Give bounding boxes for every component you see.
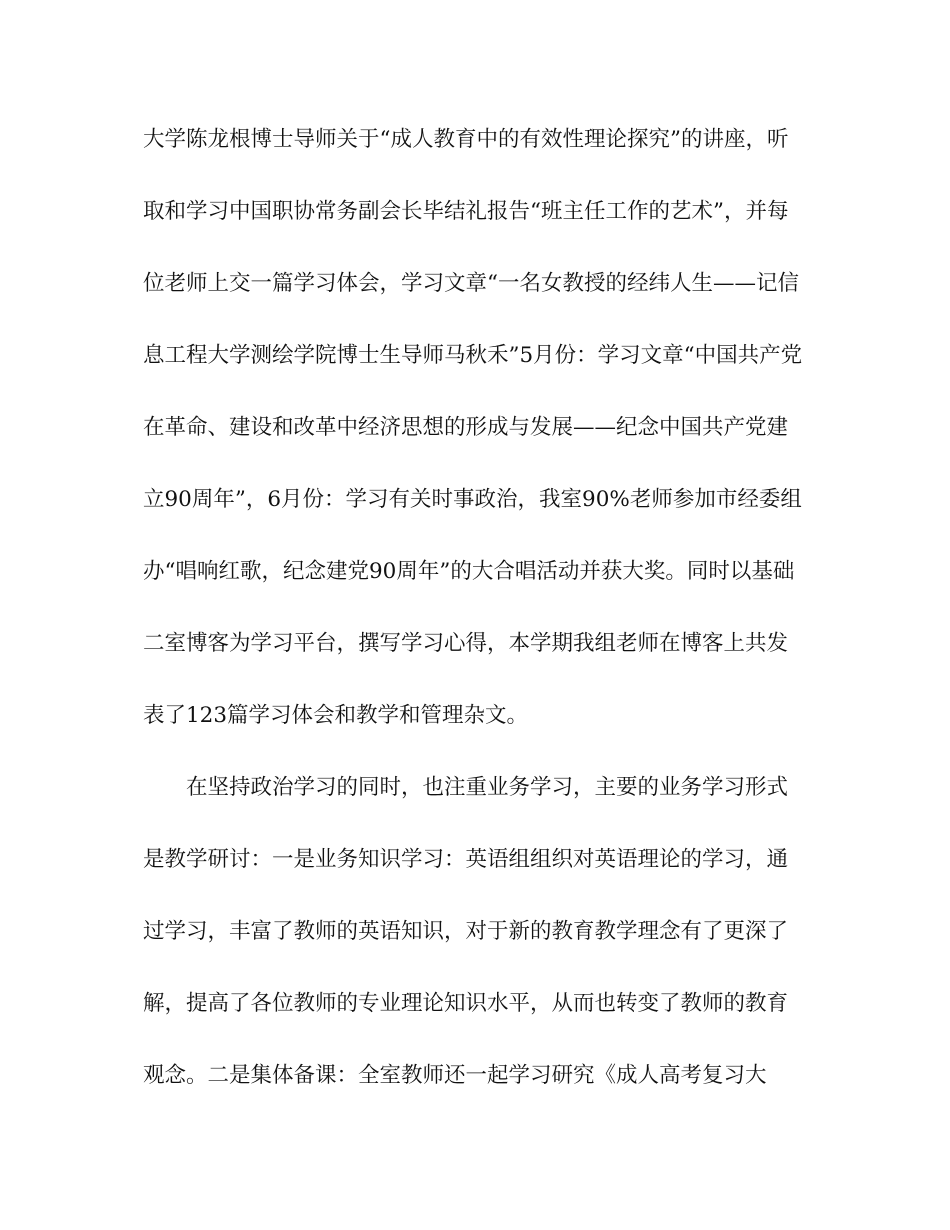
text-line-7: 办“唱响红歌，纪念建党90周年”的大合唱活动并获大奖。同时以基础: [143, 559, 795, 584]
text-line-11: 是教学研讨：一是业务知识学习：英语组组织对英语理论的学习，通: [143, 847, 789, 872]
text-line-10: 在坚持政治学习的同时，也注重业务学习，主要的业务学习形式: [186, 775, 789, 800]
text-line-2: 取和学习中国职协常务副会长毕结礼报告“班主任工作的艺术”，并每: [143, 199, 789, 224]
text-line-6: 立90周年”，6月份：学习有关时事政治，我室90%老师参加市经委组: [143, 487, 802, 512]
text-line-8: 二室博客为学习平台，撰写学习心得，本学期我组老师在博客上共发: [143, 631, 789, 656]
text-line-5: 在革命、建设和改革中经济思想的形成与发展——纪念中国共产党建: [143, 415, 789, 440]
text-line-9: 表了123篇学习体会和教学和管理杂文。: [143, 703, 529, 728]
text-line-13: 解，提高了各位教师的专业理论知识水平，从而也转变了教师的教育: [143, 991, 789, 1016]
text-line-14: 观念。二是集体备课：全室教师还一起学习研究《成人高考复习大: [143, 1063, 767, 1088]
body-text: [143, 118, 813, 1126]
text-line-3: 位老师上交一篇学习体会，学习文章“一名女教授的经纬人生——记信: [143, 271, 799, 296]
text-line-12: 过学习，丰富了教师的英语知识，对于新的教育教学理念有了更深了: [143, 919, 789, 944]
text-line-4: 息工程大学测绘学院博士生导师马秋禾”5月份：学习文章“中国共产党: [143, 343, 803, 368]
text-line-1: 大学陈龙根博士导师关于“成人教育中的有效性理论探究”的讲座，听: [143, 127, 789, 152]
